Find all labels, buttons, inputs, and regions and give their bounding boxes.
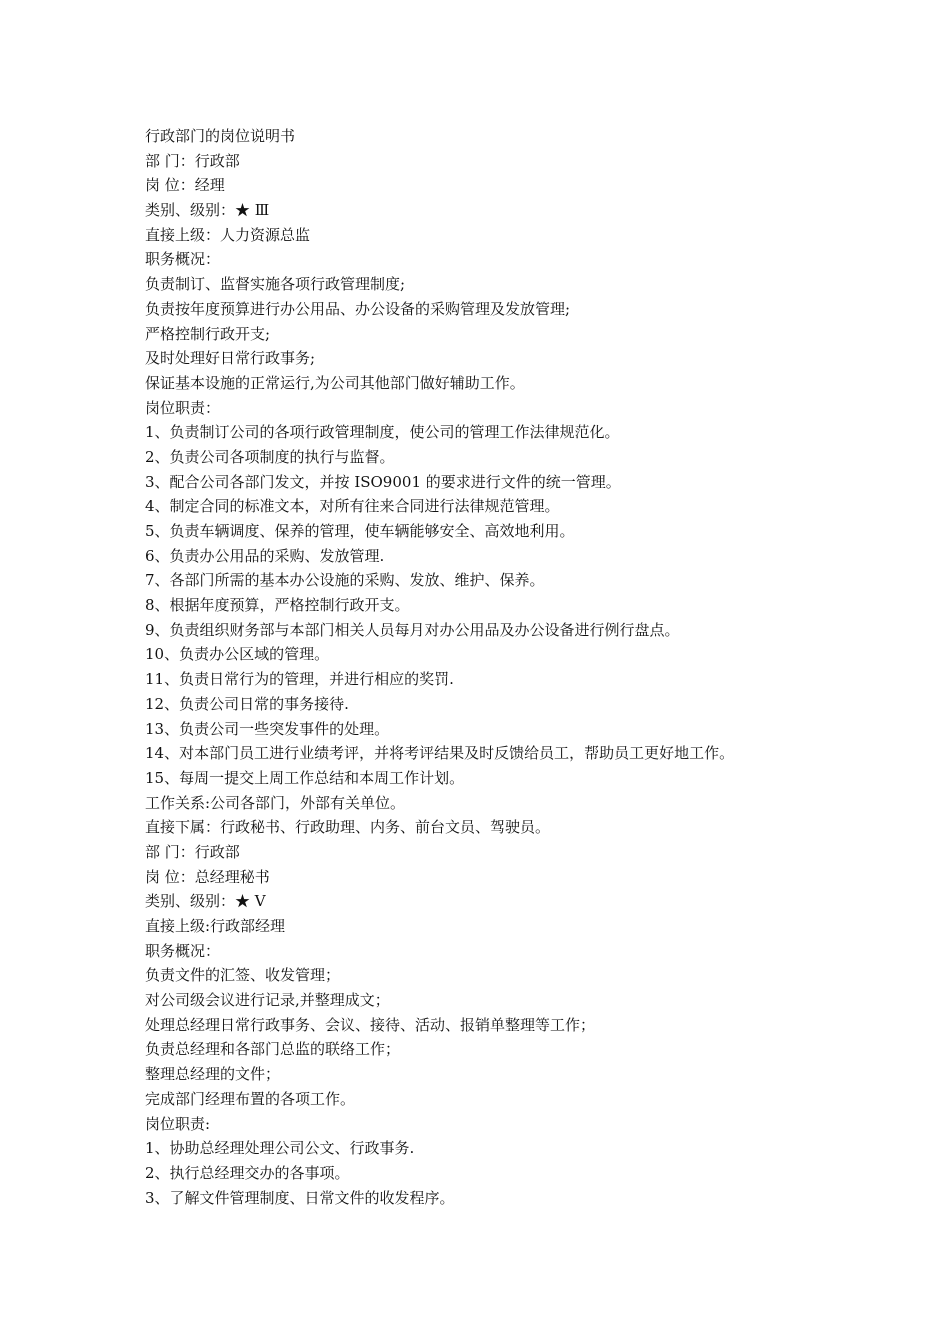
department-line: 部 门：行政部: [145, 842, 240, 861]
responsibility-item: 1、协助总经理处理公司公文、行政事务.: [145, 1139, 415, 1158]
duty-overview-item: 处理总经理日常行政事务、会议、接待、活动、报销单整理等工作；: [145, 1015, 596, 1034]
document-title: 行政部门的岗位说明书: [145, 127, 296, 145]
duty-overview-item: 严格控制行政开支;: [145, 324, 271, 343]
direct-superior-line: 直接上级：人力资源总监: [145, 225, 311, 244]
responsibility-item: 13、负责公司一些突发事件的处理。: [145, 719, 390, 738]
duty-overview-item: 对公司级会议进行记录,并整理成文；: [145, 991, 390, 1010]
responsibility-item: 3、配合公司各部门发文，并按 ISO9001 的要求进行文件的统一管理。: [145, 472, 621, 491]
duty-overview-item: 负责按年度预算进行办公用品、办公设备的采购管理及发放管理;: [145, 299, 571, 318]
work-relations-line: 工作关系:公司各部门，外部有关单位。: [145, 793, 406, 812]
responsibility-item: 5、负责车辆调度、保养的管理，使车辆能够安全、高效地利用。: [145, 522, 575, 540]
duty-overview-item: 负责文件的汇签、收发管理；: [145, 966, 341, 985]
responsibility-item: 6、负责办公用品的采购、发放管理.: [145, 546, 385, 565]
responsibilities-heading: 岗位职责:: [145, 1114, 211, 1133]
category-level-line: 类别、级别：★ Ⅴ: [145, 892, 266, 911]
category-level-line: 类别、级别：★ Ⅲ: [145, 201, 270, 220]
responsibility-item: 10、负责办公区域的管理。: [145, 645, 330, 664]
responsibility-item: 9、负责组织财务部与本部门相关人员每月对办公用品及办公设备进行例行盘点。: [145, 620, 680, 639]
duty-overview-heading: 职务概况：: [145, 941, 221, 960]
duty-overview-item: 及时处理好日常行政事务;: [145, 349, 316, 368]
responsibility-item: 11、负责日常行为的管理，并进行相应的奖罚.: [145, 670, 454, 689]
duty-overview-heading: 职务概况：: [145, 250, 221, 269]
responsibilities-heading: 岗位职责：: [145, 398, 221, 417]
duty-overview-item: 负责总经理和各部门总监的联络工作；: [145, 1040, 401, 1059]
responsibility-item: 2、负责公司各项制度的执行与监督。: [145, 447, 395, 466]
duty-overview-item: 整理总经理的文件；: [145, 1065, 281, 1084]
responsibility-item: 7、各部门所需的基本办公设施的采购、发放、维护、保养。: [145, 571, 545, 590]
document-body: [145, 124, 925, 1210]
position-line: 岗 位：经理: [145, 176, 225, 195]
responsibility-item: 4、制定合同的标准文本，对所有往来合同进行法律规范管理。: [145, 497, 560, 516]
responsibility-item: 12、负责公司日常的事务接待.: [145, 694, 349, 713]
responsibility-item: 1、负责制订公司的各项行政管理制度，使公司的管理工作法律规范化。: [145, 423, 620, 442]
responsibility-item: 2、执行总经理交办的各事项。: [145, 1163, 350, 1182]
duty-overview-item: 保证基本设施的正常运行,为公司其他部门做好辅助工作。: [145, 373, 525, 392]
responsibility-item: 8、根据年度预算，严格控制行政开支。: [145, 596, 410, 615]
responsibility-item: 15、每周一提交上周工作总结和本周工作计划。: [145, 768, 465, 787]
duty-overview-item: 完成部门经理布置的各项工作。: [145, 1089, 356, 1108]
responsibility-item: 14、对本部门员工进行业绩考评，并将考评结果及时反馈给员工，帮助员工更好地工作。: [145, 744, 735, 763]
duty-overview-item: 负责制订、监督实施各项行政管理制度;: [145, 275, 406, 294]
direct-subordinates-line: 直接下属：行政秘书、行政助理、内务、前台文员、驾驶员。: [145, 818, 551, 837]
department-line: 部 门：行政部: [145, 151, 240, 170]
position-line: 岗 位：总经理秘书: [145, 867, 270, 886]
direct-superior-line: 直接上级:行政部经理: [145, 917, 286, 935]
responsibility-item: 3、了解文件管理制度、日常文件的收发程序。: [145, 1188, 455, 1207]
